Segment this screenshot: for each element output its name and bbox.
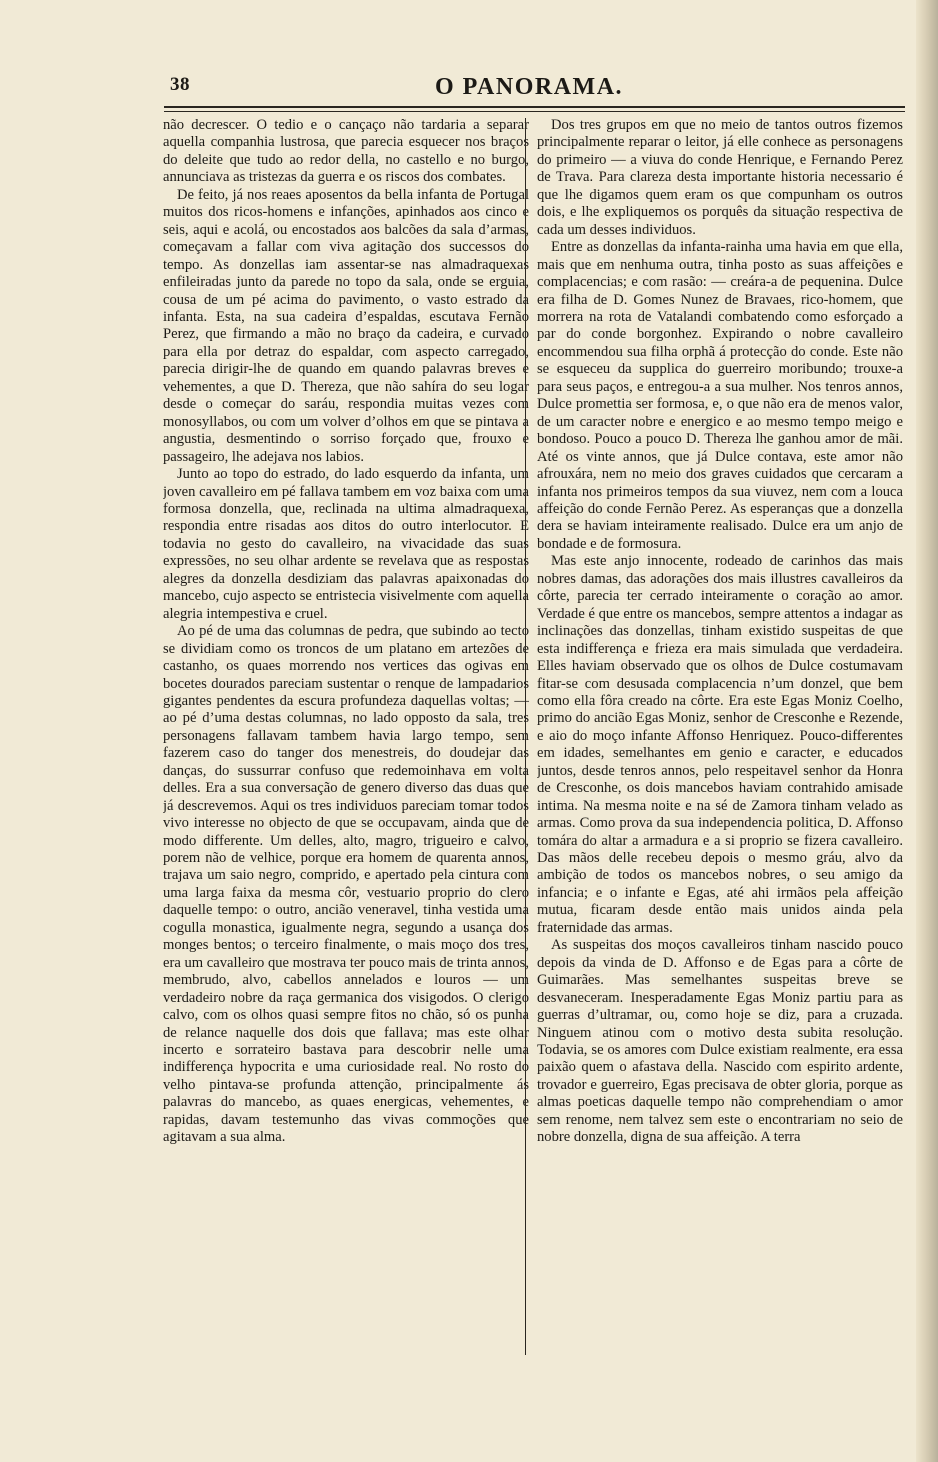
journal-title: O PANORAMA. xyxy=(435,74,624,100)
paragraph: Ao pé de uma das columnas de pedra, que subindo ao tecto se dividiam como os troncos de um platano em artezões de castanho, os quaes morrendo nos vertices das ogivas em bocetes dourados pareciam sustentar o renque de lampadarios gigantes pendentes da escura profundeza daquellas voltas; — ao pé d’uma destas columnas, no lado opposto da sala, tres personagens fallavam tambem havia largo tempo, sem fazerem caso do tanger dos menestreis, do doudejar das danças, do sussurrar confuso que redemoinhava em volta delles. Era a sua conversação de genero diverso das duas que já descrevemos. Aqui os tres individuos pareciam tomar todos vivo interesse no objecto de que se occupavam, ainda que de modo differente. Um delles, alto, magro, trigueiro e calvo, porem não de velhice, porque era homem de quarenta annos, trajava um saio negro, comprido, e apertado pela cintura com uma larga faixa da mesma côr, vestuario proprio do clero daquelle tempo: o outro, ancião veneravel, tinha vestida uma cogulla monastica, igualmente negra, segundo a usança dos monges bentos; o terceiro finalmente, o mais moço dos tres, era um cavalleiro que mostrava ter pouco mais de trinta annos, membrudo, alvo, cabellos annelados e louros — um verdadeiro nobre da raça germanica dos visigodos. O clerigo calvo, com os olhos quasi sempre fitos no chão, só os punha de relance naquelle dos dois que fallava; mas este olhar incerto e sorrateiro bastava para descobrir nelle uma indifferença hypocrita e uma curiosidade real. No rosto do velho pintava-se profunda attenção, principalmente ás palavras do mancebo, as quaes energicas, vehementes, e rapidas, davam testemunho das vivas commoções que agitavam a sua alma. xyxy=(163,623,529,1146)
paragraph: Dos tres grupos em que no meio de tantos outros fizemos principalmente reparar o leitor, já elle conhece as personagens do primeiro — a viuva do conde Henrique, e Fernando Perez de Trava. Para clareza desta importante historia necessario é que lhe digamos quem eram os que compunham os outros dois, e lhe expliquemos os porquês da situação respectiva de cada um desses individuos. xyxy=(537,117,903,238)
page-number: 38 xyxy=(170,74,190,95)
header-rule xyxy=(164,106,905,108)
paragraph: De feito, já nos reaes aposentos da bella infanta de Portugal muitos dos ricos-homens e infanções, apinhados aos cinco e seis, aqui e acolá, ou encostados aos balcões da sala d’armas, começavam a fallar com viva agitação dos successos do tempo. As donzellas iam assentar-se nas almadraquexas enfileiradas junto da parede no topo da sala, onde se erguia, cousa de um pé acima do pavimento, o vasto estrado da infanta. Esta, na sua cadeira d’espaldas, escutava Fernão Perez, que firmando a mão no braço da cadeira, e curvado para ella por detraz do espaldar, com aspecto carregado, parecia dirigir-lhe de quando em quando palavras breves e vehementes, a que D. Thereza, que não sahíra do seu logar desde o começar do saráu, respondia muitas vezes com monosyllabos, ou com um volver d’olhos em que se pintava a angustia, desmentindo o sorriso forçado que, frouxo e passageiro, lhe adejava nos labios. xyxy=(163,186,529,465)
paragraph: Junto ao topo do estrado, do lado esquerdo da infanta, um joven cavalleiro em pé fallava tambem em voz baixa com uma formosa donzella, que, reclinada na ultima almadraquexa, respondia entre risadas aos ditos do outro interlocutor. E todavia no gesto do cavalleiro, na vivacidade das suas expressões, no seu olhar ardente se revelava que as respostas alegres da donzella desdiziam das palavras apaixonadas do mancebo, cujo aspecto se entristecia visivelmente com aquella alegria intempestiva e cruel. xyxy=(163,466,529,622)
column-divider xyxy=(525,118,526,1355)
paragraph: Mas este anjo innocente, rodeado de carinhos das mais nobres damas, das adorações dos mais illustres cavalleiros da côrte, parecia ter cerrado inteiramente o coração ao amor. Verdade é que entre os mancebos, sempre attentos a indagar as inclinações das donzellas, tinham existido suspeitas de que esta indifferença e frieza era mais simulada que verdadeira. Elles haviam observado que os olhos de Dulce costumavam fitar-se com desusada complacencia n’um donzel, que bem como ella fôra creado na côrte. Era este Egas Moniz Coelho, primo do ancião Egas Moniz, senhor de Cresconhe e Rezende, e aio do moço infante Affonso Henriquez. Pouco-differentes em idades, semelhantes em genio e caracter, e educados juntos, desde tenros annos, pelo respeitavel senhor da Honra de Cresconhe, os dois mancebos haviam contrahido amisade intima. Na mesma noite e na sé de Zamora tinham velado as armas. Como prova da sua independencia politica, D. Affonso tomára do altar a armadura e a si proprio se fizera cavalleiro. Das mãos delle recebeu depois o mesmo gráu, alvo da ambição de todos os mancebos nobres, o seu amigo da infancia; e o infante e Egas, até ahi irmãos pela affeição mutua, ficaram desde então mais unidos ainda pela fraternidade das armas. xyxy=(537,553,903,936)
left-column xyxy=(163,117,529,1357)
header-rule-thin xyxy=(164,111,905,112)
paragraph: não decrescer. O tedio e o cançaço não tardaria a separar aquella companhia lustrosa, que parecia esquecer nos braços do deleite que tudo ao redor della, no castello e no burgo, annunciava as tristezas da guerra e os riscos dos combates. xyxy=(163,117,529,186)
paragraph: Entre as donzellas da infanta-rainha uma havia em que ella, mais que em nenhuma outra, tinha posto as suas affeições e complacencias; e com rasão: — creára-a de pequenina. Dulce era filha de D. Gomes Nunez de Bravaes, rico-homem, que morrera na rota de Vatalandi combatendo como esforçado a par do conde borgonhez. Expirando o nobre cavalleiro encommendou sua filha orphã á protecção do conde. Este não se esqueceu da supplica do guerreiro moribundo; trouxe-a para seus paços, e entregou-a a sua mulher. Nos tenros annos, Dulce promettia ser formosa, e, o que não era de menos valor, de um caracter nobre e energico e ao mesmo tempo meigo e bondoso. Pouco a pouco D. Thereza lhe ganhou amor de mãi. Até os vinte annos, que já Dulce contava, este amor não afrouxára, nem no meio dos graves cuidados que cercaram a infanta nos primeiros tempos da sua viuvez, nem com a louca affeição do conde Fernão Perez. As esperanças que a donzella dera se haviam inteiramente realisado. Dulce era um anjo de bondade e de formosura. xyxy=(537,239,903,552)
paragraph: As suspeitas dos moços cavalleiros tinham nascido pouco depois da vinda de D. Affonso e de Egas para a côrte de Guimarães. Mas semelhantes suspeitas breve se desvaneceram. Inesperadamente Egas Moniz partiu para as guerras d’ultramar, ou, como hoje se diz, para a cruzada. Ninguem atinou com o motivo desta subita resolução. Todavia, se os amores com Dulce existiam realmente, era essa paixão quem o afastava della. Nascido com espirito ardente, trovador e guerreiro, Egas precisava de obter gloria, porque as almas poeticas daquelle tempo não comprehendiam o amor sem renome, nem talvez sem este o encontrariam no seio de nobre donzella, digna de sua affeição. A terra xyxy=(537,937,903,1146)
right-column xyxy=(537,117,903,1357)
page-binding-edge xyxy=(916,0,938,1462)
page-header xyxy=(170,66,905,102)
